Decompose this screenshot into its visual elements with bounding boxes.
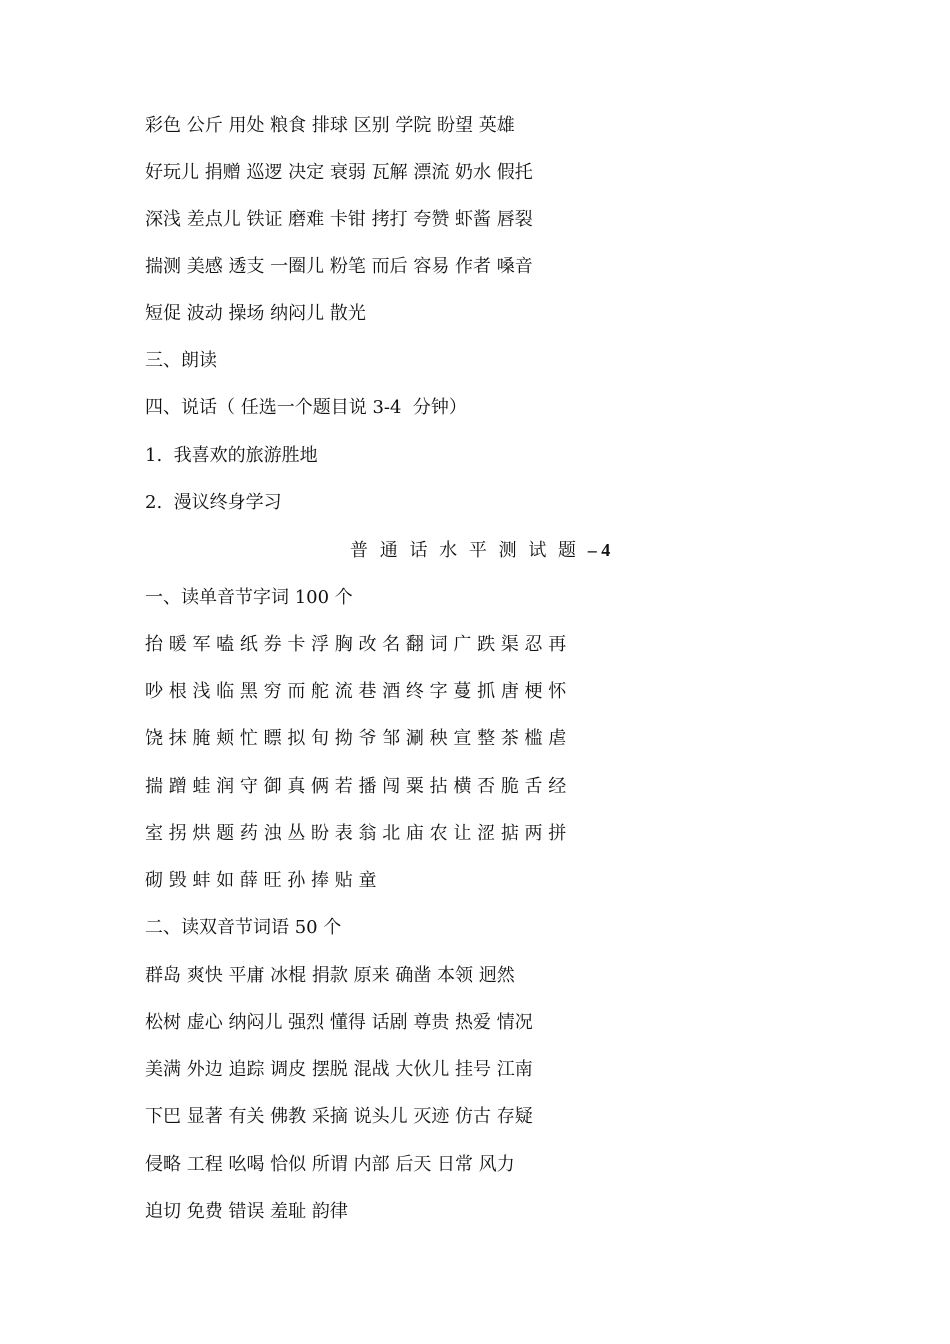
speaking-topic: 2. 漫议终身学习 <box>145 492 282 513</box>
section-heading-disyllable: 二、读双音节词语 50 个 <box>145 917 342 938</box>
word-row: 彩色 公斤 用处 粮食 排球 区别 学院 盼望 英雄 <box>145 115 515 136</box>
word-row: 揣测 美感 透支 一圈儿 粉笔 而后 容易 作者 嗓音 <box>145 256 533 277</box>
section-heading-speaking: 四、说话（ 任选一个题目说 3-4 分钟） <box>145 397 467 418</box>
char-row: 饶 抹 腌 颊 忙 瞟 拟 旬 拗 爷 邹 涮 秧 宣 整 茶 槛 虐 <box>145 728 567 749</box>
char-row: 抬 暖 军 嗑 纸 券 卡 浮 胸 改 名 翻 词 广 跌 渠 忍 再 <box>145 634 567 655</box>
word-row: 好玩儿 捐赠 巡逻 决定 衰弱 瓦解 漂流 奶水 假托 <box>145 162 533 183</box>
word-row: 群岛 爽快 平庸 冰棍 捐款 原来 确凿 本领 迥然 <box>145 965 515 986</box>
word-row: 侵略 工程 吆喝 恰似 所谓 内部 后天 日常 风力 <box>145 1154 515 1175</box>
word-row: 美满 外边 追踪 调皮 摆脱 混战 大伙儿 挂号 江南 <box>145 1059 533 1080</box>
char-row: 吵 根 浅 临 黑 穷 而 舵 流 巷 酒 终 字 蔓 抓 唐 梗 怀 <box>145 681 567 702</box>
word-row: 短促 波动 操场 纳闷儿 散光 <box>145 303 366 324</box>
word-row: 迫切 免费 错误 羞耻 韵律 <box>145 1201 348 1222</box>
word-row: 下巴 显著 有关 佛教 采摘 说头儿 灭迹 仿古 存疑 <box>145 1106 533 1127</box>
char-row: 室 拐 烘 题 药 浊 丛 盼 表 翁 北 庙 农 让 涩 掂 两 拼 <box>145 823 567 844</box>
char-row: 砌 毁 蚌 如 薛 旺 孙 捧 贴 童 <box>145 870 377 891</box>
section-heading-reading: 三、朗读 <box>145 350 217 371</box>
test-title <box>350 538 610 563</box>
test-number: – 4 <box>587 540 611 560</box>
speaking-topic: 1. 我喜欢的旅游胜地 <box>145 445 318 466</box>
word-row: 深浅 差点儿 铁证 磨难 卡钳 拷打 夸赞 虾酱 唇裂 <box>145 209 533 230</box>
test-title-text: 普 通 话 水 平 测 试 题 <box>350 540 580 561</box>
char-row: 揣 蹭 蛙 润 守 御 真 俩 若 播 闯 粟 拈 横 否 脆 舌 经 <box>145 776 567 797</box>
section-heading-monosyllable: 一、读单音节字词 100 个 <box>145 587 353 608</box>
word-row: 松树 虚心 纳闷儿 强烈 懂得 话剧 尊贵 热爱 情况 <box>145 1012 533 1033</box>
